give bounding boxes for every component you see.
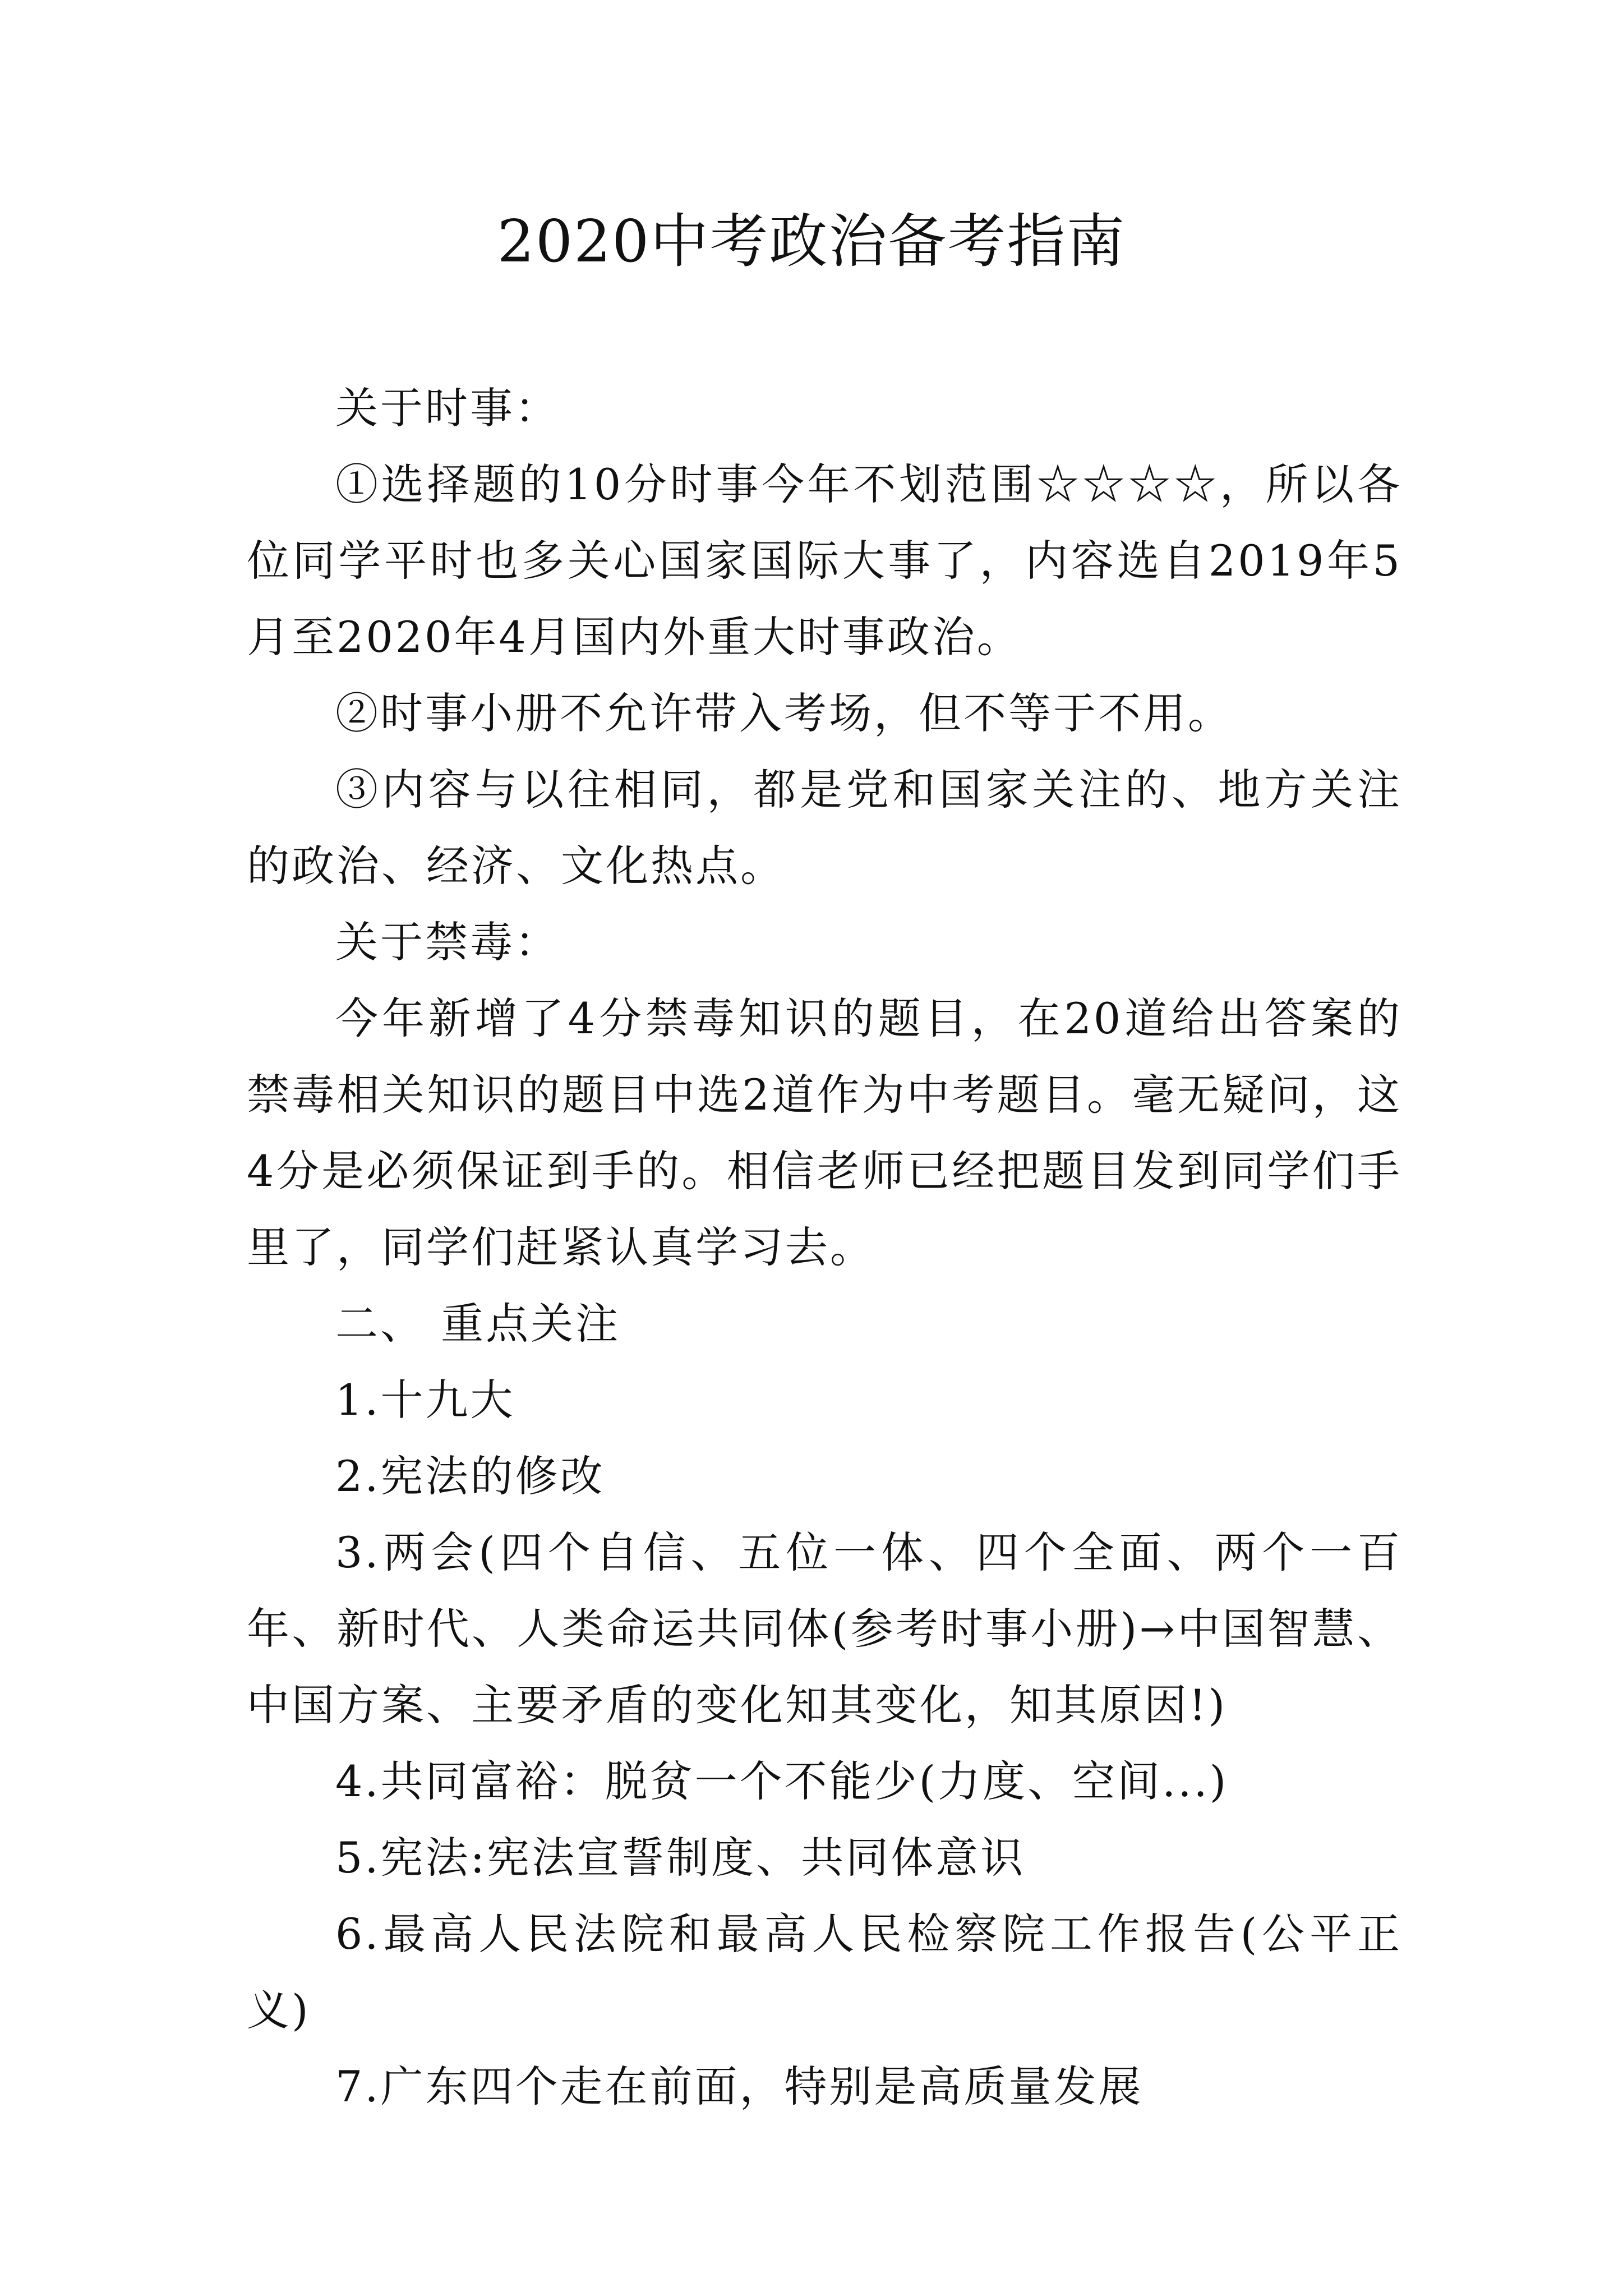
document-title: 2020中考政治备考指南 <box>497 207 1126 275</box>
list-item-4: 4.共同富裕：脱贫一个不能少(力度、空间...) <box>335 1756 1229 1806</box>
paragraph-anti-drug-heading: 关于禁毒： <box>335 917 560 967</box>
list-item-3: 3.两会(四个自信、五位一体、四个全面、两个一百年、新时代、人类命运共同体(参考时事小册)→中国智慧、中国方案、主要矛盾的变化知其变化，知其原因!) <box>247 1527 1402 1730</box>
list-item-7: 7.广东四个走在前面，特别是高质量发展 <box>335 2062 1144 2111</box>
paragraph-current-affairs-1: ①选择题的10分时事今年不划范围☆☆☆☆，所以各位同学平时也多关心国家国际大事了，内容选自2019年5月至2020年4月国内外重大时事政治。 <box>247 459 1402 662</box>
paragraph-anti-drug-body: 今年新增了4分禁毒知识的题目，在20道给出答案的禁毒相关知识的题目中选2道作为中考题目。毫无疑问，这4分是必须保证到手的。相信老师已经把题目发到同学们手里了，同学们赶紧认真学习去。 <box>247 993 1402 1272</box>
list-item-5: 5.宪法:宪法宣誓制度、共同体意识 <box>335 1833 1026 1883</box>
document-body <box>247 370 1402 2125</box>
list-item-2: 2.宪法的修改 <box>335 1451 605 1501</box>
paragraph-key-focus-heading: 二、 重点关注 <box>335 1299 621 1349</box>
paragraph-current-affairs-heading: 关于时事： <box>335 383 560 433</box>
list-item-6: 6.最高人民法院和最高人民检察院工作报告(公平正义) <box>247 1909 1402 2035</box>
paragraph-current-affairs-3: ③内容与以往相同，都是党和国家关注的、地方关注的政治、经济、文化热点。 <box>247 765 1402 891</box>
list-item-1: 1.十九大 <box>335 1375 515 1425</box>
paragraph-current-affairs-2: ②时事小册不允许带入考场，但不等于不用。 <box>335 688 1233 738</box>
